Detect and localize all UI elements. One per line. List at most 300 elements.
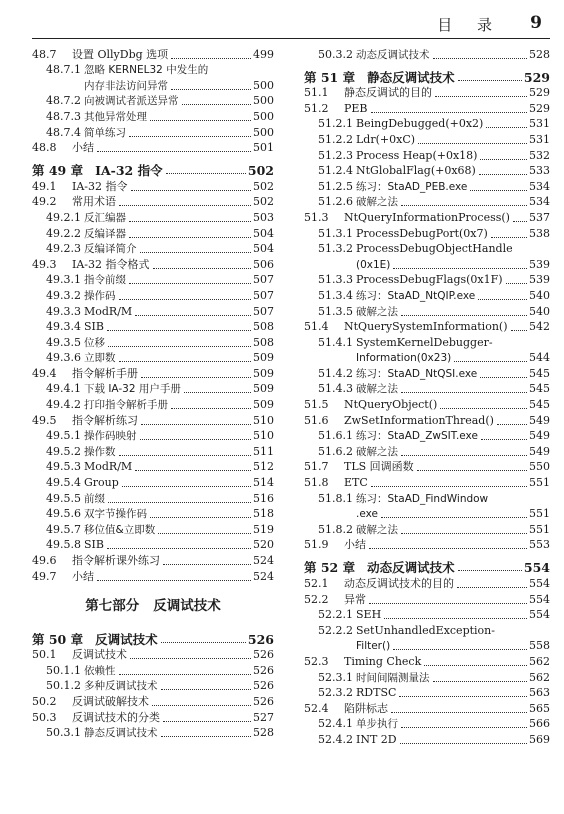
page-number: 509 xyxy=(253,351,274,365)
entry-title: 练习：StaAD_ZwSIT.exe xyxy=(356,430,478,443)
toc-column-right xyxy=(304,46,550,747)
dot-leader xyxy=(131,189,252,191)
page-number: 542 xyxy=(529,320,550,334)
dot-leader xyxy=(371,111,527,113)
entry-title: 指令前缀 xyxy=(84,274,126,287)
toc-subsection xyxy=(32,474,274,490)
entry-title: 反调试破解技术 xyxy=(72,694,149,708)
toc-subsection xyxy=(32,537,274,553)
header-title: 目 录 xyxy=(437,16,502,34)
page-number: 545 xyxy=(529,366,550,380)
entry-title: 内存非法访问异常 xyxy=(84,79,168,92)
entry-title: 双字节操作码 xyxy=(84,508,147,521)
toc-subsection xyxy=(32,124,274,140)
chapter-heading xyxy=(304,64,550,85)
toc-subsection xyxy=(32,443,274,459)
entry-title: 反编译器 xyxy=(84,227,126,240)
entry-title: Information(0x23) xyxy=(356,352,452,365)
entry-number: 51.8.2 xyxy=(318,522,353,536)
page-number: 529 xyxy=(523,69,550,85)
entry-title: 单步执行 xyxy=(356,718,398,731)
dot-leader xyxy=(433,57,528,59)
page-number: 540 xyxy=(529,288,550,302)
dot-leader xyxy=(135,469,251,471)
page-number: 504 xyxy=(253,242,274,256)
entry-title: SystemKernelDebugger- xyxy=(356,335,493,349)
dot-leader xyxy=(107,547,251,549)
toc-section xyxy=(304,700,550,716)
toc-subsection xyxy=(304,607,550,623)
toc-subsection xyxy=(304,116,550,132)
entry-title: 破解之法 xyxy=(356,196,398,209)
dot-leader xyxy=(97,150,251,152)
toc-continuation xyxy=(304,256,550,272)
toc-section xyxy=(304,474,550,490)
entry-number: 49.5.3 xyxy=(46,460,81,474)
entry-number: 52.4.2 xyxy=(318,732,353,746)
page-number: 507 xyxy=(253,273,274,287)
dot-leader xyxy=(506,282,527,284)
page-number: 509 xyxy=(253,382,274,396)
entry-title: NtGlobalFlag(+0x68) xyxy=(356,164,476,178)
dot-leader xyxy=(150,119,251,121)
entry-number: 52.3.1 xyxy=(318,670,353,684)
toc-section xyxy=(304,591,550,607)
toc-subsection xyxy=(32,62,274,78)
toc-subsection xyxy=(32,209,274,225)
dot-leader xyxy=(135,314,251,316)
entry-number: 49.3.5 xyxy=(46,335,81,349)
entry-number: 49.3.4 xyxy=(46,320,81,334)
toc-section xyxy=(304,396,550,412)
entry-number: 51.7 xyxy=(304,460,329,474)
toc-section xyxy=(32,647,274,663)
page-number: 531 xyxy=(529,132,550,146)
toc-subsection xyxy=(32,241,274,257)
entry-number: 51.1 xyxy=(304,86,329,100)
toc-subsection xyxy=(304,178,550,194)
page-number: 510 xyxy=(253,429,274,443)
dot-leader xyxy=(478,298,527,300)
toc-continuation xyxy=(304,638,550,654)
entry-number: 52.2 xyxy=(304,592,329,606)
part-heading xyxy=(32,584,274,624)
dot-leader xyxy=(424,664,527,666)
part-number: 第七部分 xyxy=(85,597,140,614)
entry-title: ZwSetInformationThread() xyxy=(344,413,494,427)
page-number: 526 xyxy=(253,679,274,693)
entry-number: 49.6 xyxy=(32,554,57,567)
entry-number: 51.2.3 xyxy=(318,148,353,162)
entry-title: 位移 xyxy=(84,336,105,349)
toc-subsection xyxy=(304,163,550,179)
entry-title: SetUnhandledException- xyxy=(356,623,495,637)
entry-number: 49.5.4 xyxy=(46,476,81,490)
entry-number: 49.5.5 xyxy=(46,491,81,505)
entry-title: 小结 xyxy=(344,538,366,552)
entry-title: ETC xyxy=(344,476,368,490)
page-number: 500 xyxy=(253,78,274,92)
toc-subsection xyxy=(32,93,274,109)
toc-section xyxy=(304,459,550,475)
page-number: 538 xyxy=(529,226,550,240)
entry-title: 破解之法 xyxy=(356,305,398,318)
entry-title: Process Heap(+0x18) xyxy=(356,148,478,162)
page-header xyxy=(0,0,564,38)
entry-number: 51.6 xyxy=(304,413,329,427)
dot-leader xyxy=(161,641,246,643)
entry-title: RDTSC xyxy=(356,686,397,700)
toc-continuation xyxy=(304,506,550,522)
toc-subsection xyxy=(304,381,550,397)
toc-subsection xyxy=(32,490,274,506)
page-number: 545 xyxy=(529,398,550,412)
dot-leader xyxy=(417,469,527,471)
toc-subsection xyxy=(304,443,550,459)
dot-leader xyxy=(108,501,251,503)
toc-subsection xyxy=(32,662,274,678)
toc-subsection xyxy=(304,272,550,288)
toc-section xyxy=(304,319,550,335)
toc-subsection xyxy=(32,428,274,444)
entry-number: 51.2 xyxy=(304,101,329,115)
entry-title: ModR/M xyxy=(84,304,133,318)
entry-number: 51.4 xyxy=(304,320,329,334)
page-number: 531 xyxy=(529,117,550,131)
entry-number: 50.3.2 xyxy=(318,47,353,61)
entry-number: 50.3.1 xyxy=(46,726,81,740)
entry-title: 静态反调试的目的 xyxy=(344,86,432,100)
dot-leader xyxy=(161,688,252,690)
entry-title: BeingDebugged(+0x2) xyxy=(356,117,484,131)
toc-subsection xyxy=(304,365,550,381)
dot-leader xyxy=(163,720,251,722)
toc-subsection xyxy=(304,490,550,506)
toc-subsection xyxy=(32,225,274,241)
page-number: 532 xyxy=(529,148,550,162)
dot-leader xyxy=(480,158,527,160)
dot-leader xyxy=(491,236,527,238)
entry-title: .exe xyxy=(356,508,378,521)
toc-subsection xyxy=(32,350,274,366)
entry-number: 第 52 章 xyxy=(304,560,356,576)
page-number: 549 xyxy=(529,429,550,443)
page-number: 502 xyxy=(253,179,274,193)
page-number: 524 xyxy=(253,569,274,583)
entry-number: 49.5.8 xyxy=(46,538,81,552)
toc-subsection xyxy=(304,147,550,163)
dot-leader xyxy=(435,95,527,97)
entry-title: 指令解析手册 xyxy=(72,366,138,380)
page-number: 499 xyxy=(253,47,274,61)
entry-number: 51.5 xyxy=(304,398,329,412)
toc-subsection xyxy=(32,319,274,335)
entry-number: 51.2.6 xyxy=(318,195,353,209)
toc-section xyxy=(304,85,550,101)
dot-leader xyxy=(171,407,251,409)
entry-number: 48.7.2 xyxy=(46,94,81,108)
entry-number: 49.7 xyxy=(32,569,57,583)
dot-leader xyxy=(393,267,527,269)
entry-number: 51.3 xyxy=(304,210,329,224)
dot-leader xyxy=(129,236,251,238)
toc-subsection xyxy=(304,685,550,701)
entry-title: Ldr(+0xC) xyxy=(356,132,416,146)
page-number: 516 xyxy=(253,491,274,505)
entry-title: NtQuerySystemInformation() xyxy=(344,320,508,334)
entry-title: 指令解析课外练习 xyxy=(72,554,160,567)
page-number: 550 xyxy=(529,460,550,474)
entry-title: 练习：StaAD_PEB.exe xyxy=(356,180,468,193)
dot-leader xyxy=(122,485,251,487)
dot-leader xyxy=(130,657,251,659)
entry-title: IA-32 指令 xyxy=(95,163,163,179)
entry-title: 操作码映射 xyxy=(84,430,137,443)
dot-leader xyxy=(401,204,527,206)
page-number: 540 xyxy=(529,304,550,318)
entry-number: 49.5.1 xyxy=(46,429,81,443)
entry-title: 练习：StaAD_NtQSI.exe xyxy=(356,367,478,380)
toc-subsection xyxy=(304,622,550,638)
dot-leader xyxy=(391,711,527,713)
dot-leader xyxy=(140,438,252,440)
page-number: 551 xyxy=(529,507,550,521)
entry-title: 常用术语 xyxy=(72,195,116,209)
page-number: 526 xyxy=(247,631,274,647)
entry-number: 51.2.5 xyxy=(318,179,353,193)
page-number: 524 xyxy=(253,554,274,567)
entry-number: 51.4.3 xyxy=(318,382,353,396)
page-number: 526 xyxy=(253,663,274,677)
page-number: 501 xyxy=(253,141,274,155)
entry-number: 49.2.2 xyxy=(46,226,81,240)
dot-leader xyxy=(384,617,527,619)
entry-title: IA-32 指令格式 xyxy=(72,257,150,271)
dot-leader xyxy=(513,220,527,222)
page-number: 534 xyxy=(529,179,550,193)
entry-number: 第 50 章 xyxy=(32,631,84,647)
dot-leader xyxy=(141,423,251,425)
page-number: 539 xyxy=(529,257,550,271)
entry-title: NtQueryObject() xyxy=(344,398,438,412)
entry-number: 49.3 xyxy=(32,257,57,271)
entry-number: 51.6.2 xyxy=(318,444,353,458)
entry-title: (0x1E) xyxy=(356,258,391,271)
entry-number: 52.4.1 xyxy=(318,717,353,731)
entry-number: 50.1 xyxy=(32,648,57,662)
page-number: 508 xyxy=(253,320,274,334)
page-number: 511 xyxy=(253,444,274,458)
dot-leader xyxy=(182,103,252,105)
toc-subsection xyxy=(32,506,274,522)
entry-title: 下载 IA-32 用户手册 xyxy=(84,383,181,396)
page-number: 500 xyxy=(253,94,274,108)
entry-title: 设置 OllyDbg 选项 xyxy=(72,47,169,61)
entry-title: 向被调试者派送异常 xyxy=(84,95,179,108)
page-number: 551 xyxy=(529,522,550,536)
dot-leader xyxy=(184,391,251,393)
entry-number: 49.3.6 xyxy=(46,351,81,365)
page-number: 558 xyxy=(529,639,550,653)
chapter-heading xyxy=(304,554,550,575)
entry-number: 49.2.3 xyxy=(46,242,81,256)
entry-number: 52.2.2 xyxy=(318,623,353,637)
dot-leader xyxy=(119,454,252,456)
entry-title: 静态反调试技术 xyxy=(84,727,158,740)
page-number: 520 xyxy=(253,538,274,552)
page-number: 551 xyxy=(529,476,550,490)
entry-number: 51.3.5 xyxy=(318,304,353,318)
dot-leader xyxy=(458,79,522,81)
page-number: 553 xyxy=(529,538,550,552)
entry-title: 陷阱标志 xyxy=(344,701,388,715)
entry-title: 前缀 xyxy=(84,492,105,505)
toc-section xyxy=(32,140,274,156)
entry-number: 48.8 xyxy=(32,141,57,155)
entry-title: Group xyxy=(84,476,119,490)
dot-leader xyxy=(153,267,252,269)
entry-title: 移位值&立即数 xyxy=(84,523,156,536)
dot-leader xyxy=(400,742,527,744)
entry-number: 49.4.1 xyxy=(46,382,81,396)
page-number: 508 xyxy=(253,335,274,349)
entry-title: IA-32 指令 xyxy=(72,179,128,193)
entry-title: 多种反调试技术 xyxy=(84,680,158,693)
entry-title: 立即数 xyxy=(84,352,116,365)
entry-number: 49.2.1 xyxy=(46,210,81,224)
dot-leader xyxy=(393,648,527,650)
toc-subsection xyxy=(32,272,274,288)
entry-number: 51.3.3 xyxy=(318,273,353,287)
dot-leader xyxy=(497,423,527,425)
page-number: 569 xyxy=(529,732,550,746)
chapter-heading xyxy=(32,626,274,647)
page-number: 565 xyxy=(529,701,550,715)
entry-number: 51.4.2 xyxy=(318,366,353,380)
page-number: 549 xyxy=(529,444,550,458)
toc-subsection xyxy=(304,521,550,537)
dot-leader xyxy=(97,579,251,581)
dot-leader xyxy=(119,673,252,675)
dot-leader xyxy=(141,376,251,378)
page-number: 554 xyxy=(529,608,550,622)
dot-leader xyxy=(166,172,246,174)
entry-title: ProcessDebugObjectHandle xyxy=(356,242,513,256)
entry-title: 忽略 KERNEL32 中发生的 xyxy=(84,64,209,77)
dot-leader xyxy=(150,516,251,518)
entry-title: ProcessDebugFlags(0x1F) xyxy=(356,273,503,287)
page-number: 528 xyxy=(529,47,550,61)
dot-leader xyxy=(381,516,527,518)
entry-number: 50.3 xyxy=(32,710,57,724)
toc-subsection xyxy=(32,459,274,475)
dot-leader xyxy=(401,314,527,316)
toc-continuation xyxy=(304,350,550,366)
toc-section xyxy=(304,209,550,225)
entry-number: 49.3.3 xyxy=(46,304,81,318)
toc-subsection xyxy=(304,241,550,257)
page-number: 509 xyxy=(253,366,274,380)
entry-number: 49.3.2 xyxy=(46,288,81,302)
entry-title: SIB xyxy=(84,320,104,334)
toc-subsection xyxy=(304,716,550,732)
toc-section xyxy=(32,568,274,584)
toc-subsection xyxy=(32,521,274,537)
dot-leader xyxy=(163,563,251,565)
entry-number: 51.3.2 xyxy=(318,242,353,256)
page-number: 512 xyxy=(253,460,274,474)
entry-number: 52.1 xyxy=(304,577,329,590)
entry-number: 48.7.4 xyxy=(46,125,81,139)
toc-section xyxy=(32,194,274,210)
toc-subsection xyxy=(304,669,550,685)
entry-number: 48.7 xyxy=(32,47,57,61)
dot-leader xyxy=(401,532,527,534)
entry-title: 破解之法 xyxy=(356,383,398,396)
dot-leader xyxy=(369,602,527,604)
toc-section xyxy=(304,412,550,428)
entry-title: 小结 xyxy=(72,569,94,583)
entry-title: 指令解析练习 xyxy=(72,413,138,427)
dot-leader xyxy=(401,454,527,456)
page-number: 549 xyxy=(529,413,550,427)
header-page-number: 9 xyxy=(530,13,542,33)
entry-number: 51.8 xyxy=(304,476,329,490)
entry-number: 51.2.1 xyxy=(318,117,353,131)
page-number: 529 xyxy=(529,86,550,100)
entry-number: 48.7.1 xyxy=(46,63,81,77)
entry-number: 49.5.2 xyxy=(46,444,81,458)
page-number: 518 xyxy=(253,507,274,521)
entry-title: PEB xyxy=(344,101,368,115)
entry-title: 操作数 xyxy=(84,445,116,458)
entry-title: 反调试技术的分类 xyxy=(72,710,160,724)
entry-number: 49.3.1 xyxy=(46,273,81,287)
entry-number: 52.3 xyxy=(304,654,329,668)
entry-number: 第 49 章 xyxy=(32,163,84,179)
dot-leader xyxy=(481,438,527,440)
entry-title: 小结 xyxy=(72,141,94,155)
entry-number: 50.1.1 xyxy=(46,663,81,677)
dot-leader xyxy=(371,485,527,487)
dot-leader xyxy=(129,220,251,222)
toc-subsection xyxy=(304,731,550,747)
entry-title: 操作码 xyxy=(84,289,116,302)
entry-number: 51.2.2 xyxy=(318,132,353,146)
entry-number: 50.1.2 xyxy=(46,679,81,693)
page-number: 554 xyxy=(523,560,550,576)
toc-subsection xyxy=(32,303,274,319)
dot-leader xyxy=(140,251,252,253)
entry-title: 依赖性 xyxy=(84,664,116,677)
entry-title: 反编译简介 xyxy=(84,243,137,256)
page-number: 510 xyxy=(253,413,274,427)
page-number: 507 xyxy=(253,288,274,302)
page-number: 507 xyxy=(253,304,274,318)
page-number: 502 xyxy=(253,195,274,209)
entry-title: Timing Check xyxy=(344,654,422,668)
entry-number: 第 51 章 xyxy=(304,69,356,85)
entry-number: 49.1 xyxy=(32,179,57,193)
toc-subsection xyxy=(32,396,274,412)
dot-leader xyxy=(480,376,527,378)
entry-title: 动态反调试技术 xyxy=(367,560,455,576)
dot-leader xyxy=(119,298,252,300)
toc-subsection xyxy=(32,678,274,694)
page-number: 526 xyxy=(253,694,274,708)
entry-title: 动态反调试技术 xyxy=(356,48,430,61)
dot-leader xyxy=(171,57,251,59)
